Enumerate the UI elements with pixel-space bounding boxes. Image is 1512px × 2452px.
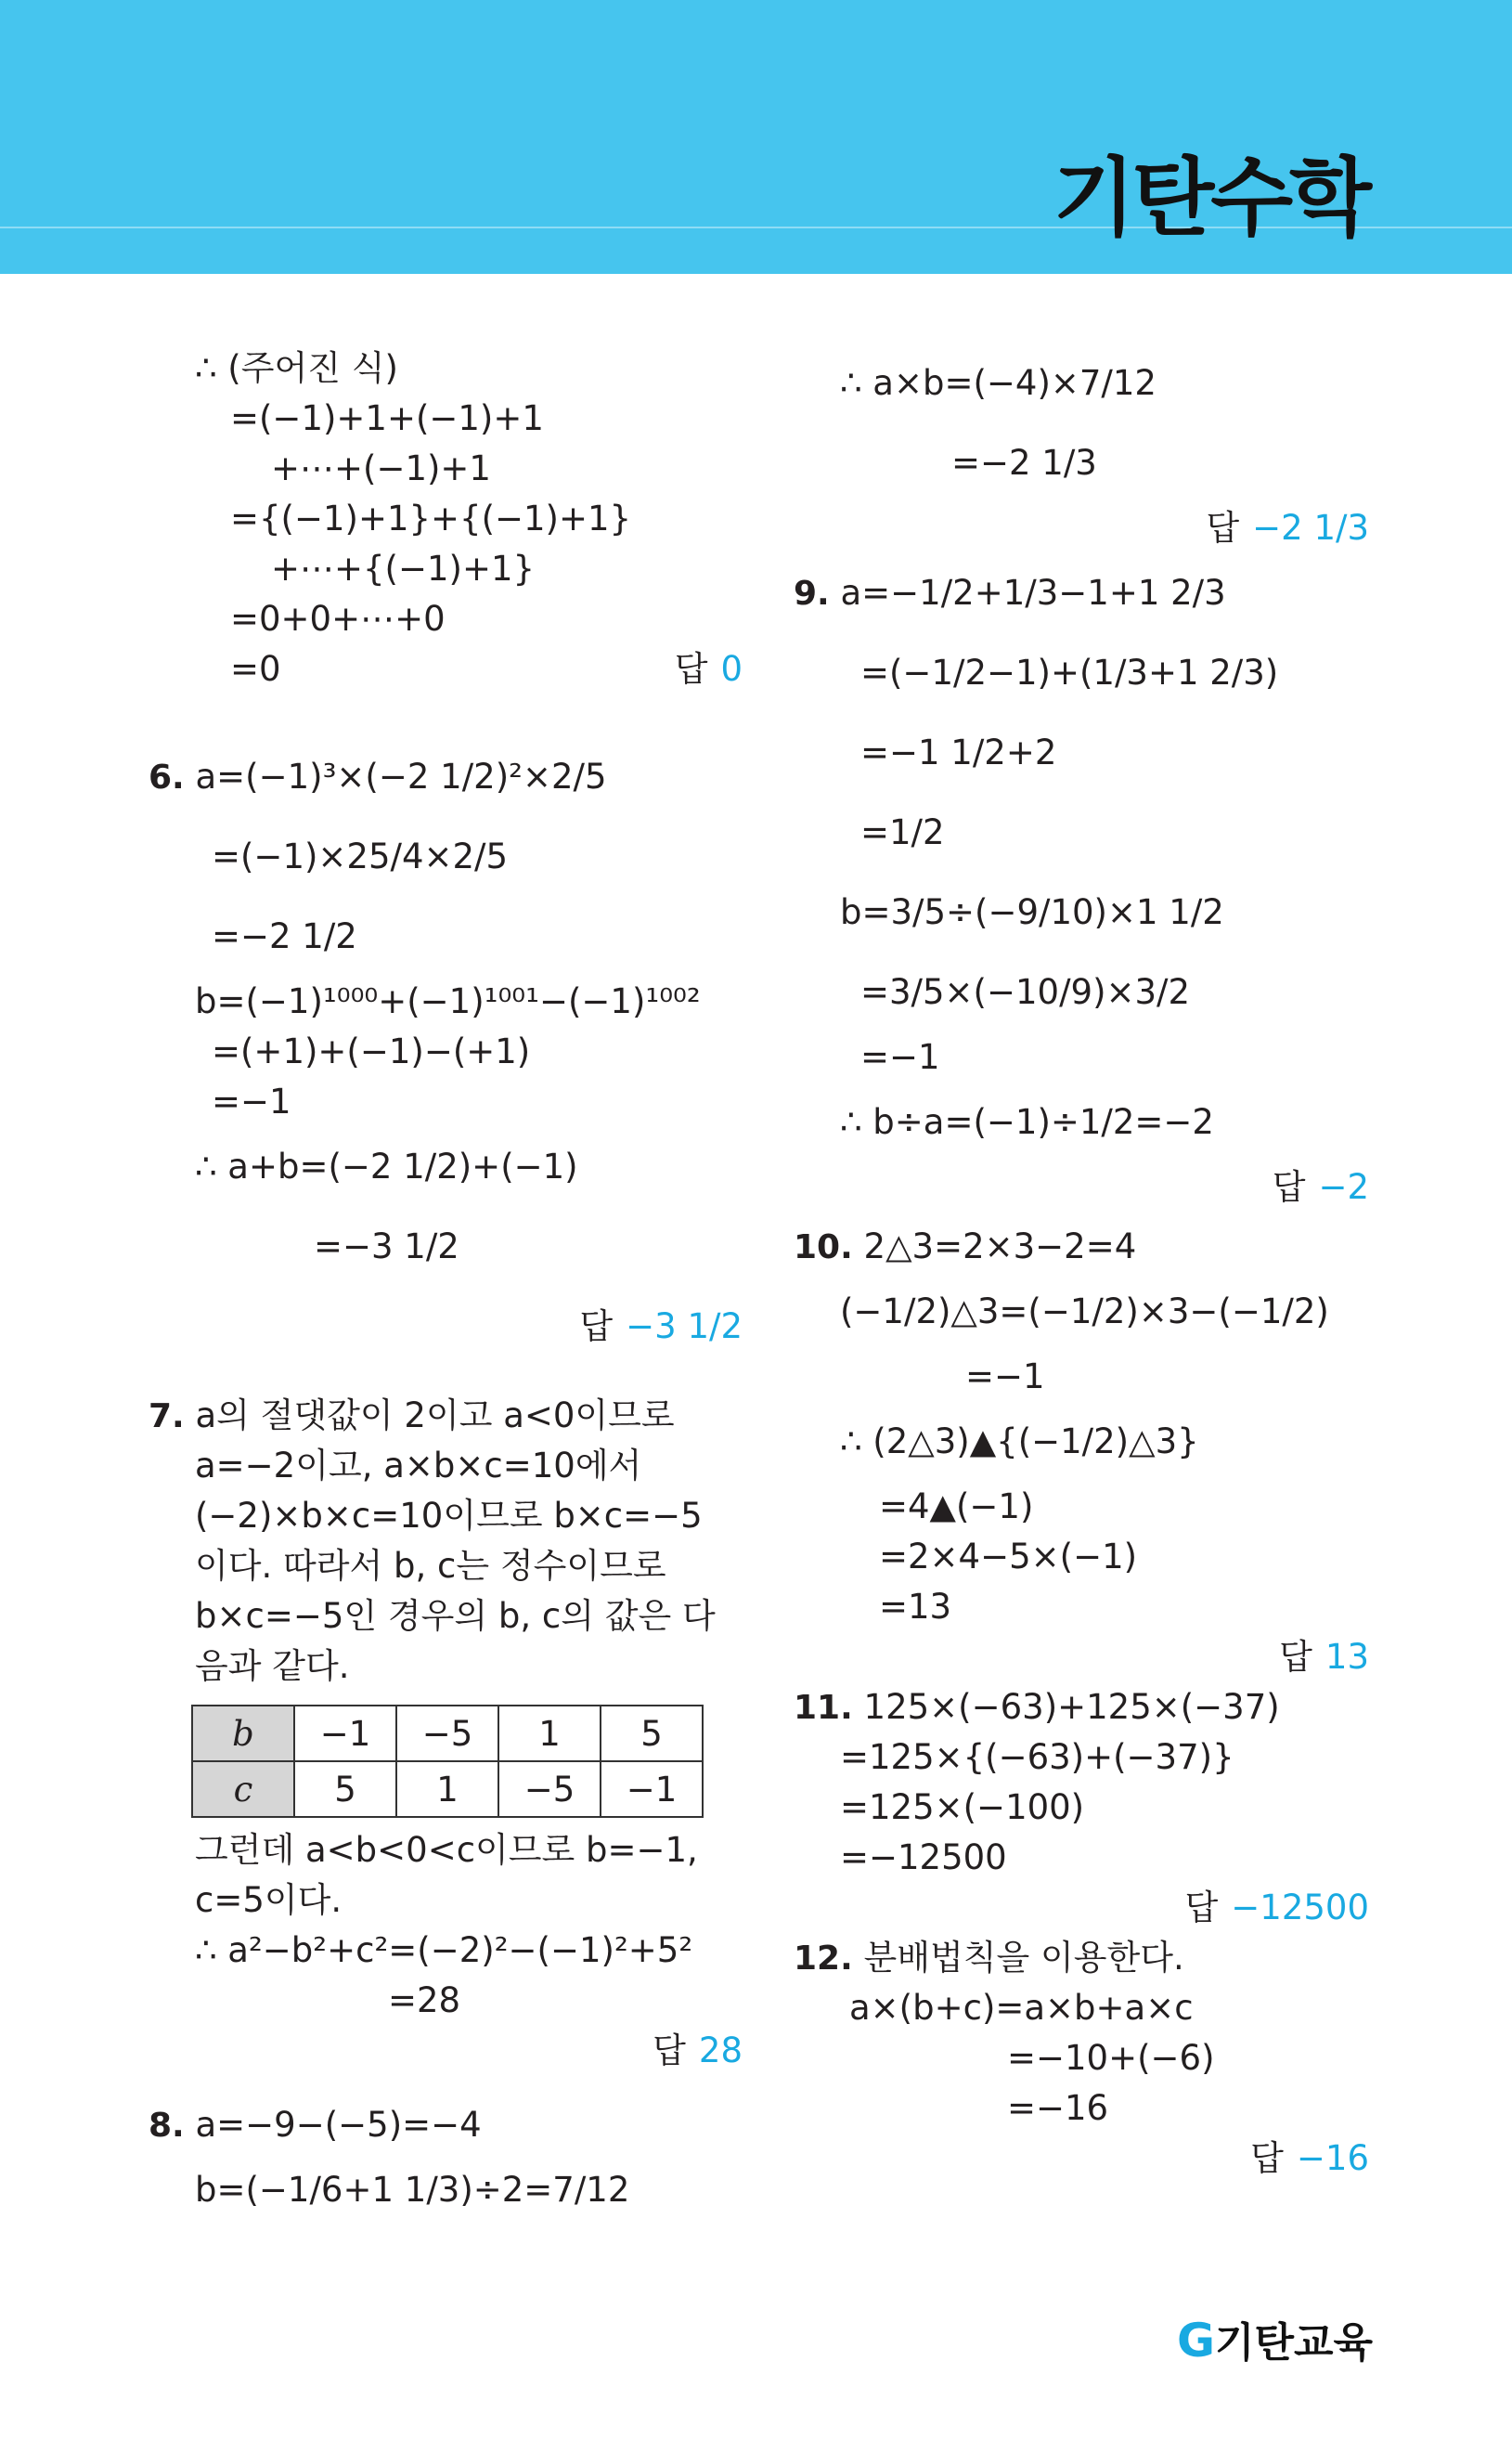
table-cell: 5 bbox=[601, 1706, 703, 1761]
p7-after-3: ∴ a²−b²+c²=(−2)²−(−1)²+5² bbox=[195, 1930, 693, 1970]
answer-value: −3 1/2 bbox=[626, 1306, 743, 1346]
p6-a-eq: a=(−1)³×(−2 1/2)²×2/5 bbox=[195, 757, 607, 797]
answer-value: 0 bbox=[720, 649, 743, 689]
p10-line-4: ∴ (2△3)▲{(−1/2)△3} bbox=[840, 1421, 1199, 1461]
p12-line-2: a×(b+c)=a×b+a×c bbox=[849, 1988, 1194, 2028]
p9-answer-row bbox=[794, 1162, 1369, 1213]
p9-a-eq: a=−1/2+1/3−1+1 2/3 bbox=[840, 573, 1226, 613]
answer-label: 답 bbox=[1272, 1167, 1306, 1207]
p10-number: 10. bbox=[794, 1228, 853, 1266]
answer-value: 28 bbox=[698, 2030, 743, 2070]
p10-line-5: =4▲(−1) bbox=[879, 1486, 1034, 1526]
p8-line-1 bbox=[149, 2100, 743, 2150]
p7-text-5: b×c=−5인 경우의 b, c의 값은 다 bbox=[195, 1596, 716, 1636]
p5-line-2: =(−1)+1+(−1)+1 bbox=[230, 398, 544, 438]
p9-answer bbox=[1273, 1162, 1369, 1213]
p10-answer bbox=[1279, 1632, 1369, 1682]
p5-line-6: =0+0+⋯+0 bbox=[230, 599, 446, 639]
problem-11 bbox=[794, 1682, 1369, 1933]
p6-number: 6. bbox=[149, 759, 185, 797]
table-cell: 1 bbox=[396, 1761, 498, 1817]
p8-line-3: ∴ a×b=(−4)×7/12 bbox=[840, 363, 1157, 403]
p5-line-4: ={(−1)+1}+{(−1)+1} bbox=[230, 499, 632, 538]
p8-line-2: b=(−1/6+1 1/3)÷2=7/12 bbox=[195, 2170, 630, 2210]
p11-line-4: =−12500 bbox=[840, 1837, 1007, 1877]
answer-value: −12500 bbox=[1231, 1888, 1369, 1927]
answer-value: −16 bbox=[1296, 2138, 1369, 2178]
answer-label: 답 bbox=[1279, 1637, 1312, 1677]
p6-line-8: =−3 1/2 bbox=[314, 1226, 459, 1266]
p7-answer-row bbox=[149, 2026, 743, 2076]
table-row bbox=[192, 1706, 703, 1761]
answer-value: −2 1/3 bbox=[1252, 508, 1369, 548]
p5-line-1: ∴ (주어진 식) bbox=[195, 348, 398, 388]
left-column bbox=[149, 344, 743, 2230]
p6-answer-row bbox=[149, 1287, 743, 1367]
answer-label: 답 bbox=[674, 649, 708, 689]
bc-table bbox=[191, 1705, 704, 1818]
p9-line-8: ∴ b÷a=(−1)÷1/2=−2 bbox=[840, 1102, 1214, 1142]
p10-line-2: (−1/2)△3=(−1/2)×3−(−1/2) bbox=[840, 1291, 1329, 1331]
p10-line-6: =2×4−5×(−1) bbox=[879, 1537, 1138, 1576]
p9-line-6: =3/5×(−10/9)×3/2 bbox=[860, 972, 1191, 1012]
p9-line-4: =1/2 bbox=[860, 812, 945, 852]
p10-line-7: =13 bbox=[879, 1587, 952, 1627]
logo-g-icon: G bbox=[1177, 2314, 1216, 2368]
logo-text: 기탄교육 bbox=[1215, 2319, 1374, 2367]
p11-answer bbox=[1185, 1883, 1369, 1933]
table-cell: −1 bbox=[601, 1761, 703, 1817]
p10-line-3: =−1 bbox=[965, 1356, 1045, 1396]
problem-7 bbox=[149, 1391, 743, 2076]
answer-label: 답 bbox=[1250, 2138, 1284, 2178]
problem-6 bbox=[149, 737, 743, 1367]
p12-line-4: =−16 bbox=[1007, 2088, 1109, 2128]
p9-line-2: =(−1/2−1)+(1/3+1 2/3) bbox=[860, 653, 1279, 693]
p5-answer bbox=[675, 644, 743, 694]
p11-number: 11. bbox=[794, 1689, 853, 1727]
answer-label: 답 bbox=[653, 2030, 686, 2070]
p6-line-7: ∴ a+b=(−2 1/2)+(−1) bbox=[195, 1147, 578, 1187]
p12-text: 분배법칙을 이용한다. bbox=[863, 1938, 1184, 1978]
p10-line-1 bbox=[794, 1222, 1369, 1272]
p9-number: 9. bbox=[794, 575, 830, 613]
p12-line-3: =−10+(−6) bbox=[1007, 2038, 1215, 2078]
p5-line-7 bbox=[149, 644, 743, 694]
table-cell: −5 bbox=[396, 1706, 498, 1761]
p7-after-1: 그런데 a<b<0<c이므로 b=−1, bbox=[195, 1830, 698, 1870]
answer-label: 답 bbox=[1206, 508, 1240, 548]
answer-value: −2 bbox=[1318, 1167, 1369, 1207]
problem-10 bbox=[794, 1222, 1369, 1682]
p6-line-3: =−2 1/2 bbox=[212, 916, 357, 956]
table-cell: 1 bbox=[498, 1706, 601, 1761]
p7-text-1: a의 절댓값이 2이고 a<0이므로 bbox=[195, 1395, 675, 1435]
p8-a-eq: a=−9−(−5)=−4 bbox=[195, 2105, 482, 2145]
p7-answer bbox=[653, 2026, 743, 2076]
answer-value: 13 bbox=[1325, 1637, 1369, 1677]
p9-line-5: b=3/5÷(−9/10)×1 1/2 bbox=[840, 892, 1224, 932]
answer-label: 답 bbox=[579, 1306, 614, 1346]
table-head-c: c bbox=[192, 1761, 294, 1817]
p6-line-6: =−1 bbox=[212, 1082, 291, 1122]
answer-label: 답 bbox=[1184, 1888, 1219, 1927]
header-band bbox=[0, 0, 1512, 274]
p7-text-4: 이다. 따라서 b, c는 정수이므로 bbox=[195, 1546, 666, 1586]
p5-line-3: +⋯+(−1)+1 bbox=[271, 448, 491, 488]
p5-line-5: +⋯+{(−1)+1} bbox=[271, 549, 536, 589]
p6-line-5: =(+1)+(−1)−(+1) bbox=[212, 1031, 531, 1071]
p12-answer-row bbox=[794, 2134, 1369, 2184]
p7-text-6: 음과 같다. bbox=[195, 1646, 350, 1686]
p8-answer bbox=[1206, 503, 1369, 553]
p10-def: 2△3=2×3−2=4 bbox=[863, 1226, 1137, 1266]
table-head-b: b bbox=[192, 1706, 294, 1761]
table-cell: 5 bbox=[294, 1761, 396, 1817]
p8-answer-row bbox=[794, 503, 1369, 553]
p6-answer bbox=[579, 1287, 743, 1367]
problem-12 bbox=[794, 1933, 1369, 2184]
p7-text-2: a=−2이고, a×b×c=10에서 bbox=[195, 1446, 642, 1485]
p5-line-7-text: =0 bbox=[230, 649, 281, 689]
p12-line-1 bbox=[794, 1933, 1369, 1983]
p6-line-2: =(−1)×25/4×2/5 bbox=[212, 837, 509, 876]
p8-line-4: =−2 1/3 bbox=[951, 443, 1097, 483]
p8-number: 8. bbox=[149, 2107, 185, 2145]
problem-5 bbox=[149, 344, 743, 694]
publisher-logo bbox=[1177, 2309, 1373, 2368]
table-cell: −1 bbox=[294, 1706, 396, 1761]
problem-8 bbox=[149, 2100, 743, 2230]
problem-8-cont bbox=[794, 344, 1369, 553]
p11-line-3: =125×(−100) bbox=[840, 1787, 1085, 1827]
table-cell: −5 bbox=[498, 1761, 601, 1817]
problem-9 bbox=[794, 553, 1369, 1213]
right-column bbox=[794, 344, 1369, 2184]
p7-number: 7. bbox=[149, 1397, 185, 1435]
p11-line-2: =125×{(−63)+(−37)} bbox=[840, 1737, 1234, 1777]
brand-title: 기탄수학 bbox=[1053, 149, 1368, 248]
p11-expr: 125×(−63)+125×(−37) bbox=[863, 1687, 1280, 1727]
p12-number: 12. bbox=[794, 1940, 853, 1978]
p7-after-4: =28 bbox=[388, 1980, 461, 2020]
p11-line-1 bbox=[794, 1682, 1369, 1732]
p7-text-3: (−2)×b×c=10이므로 b×c=−5 bbox=[195, 1496, 703, 1536]
table-row bbox=[192, 1761, 703, 1817]
p6-line-4: b=(−1)¹⁰⁰⁰+(−1)¹⁰⁰¹−(−1)¹⁰⁰² bbox=[195, 981, 701, 1021]
p12-answer bbox=[1250, 2134, 1369, 2184]
p7-line-1 bbox=[149, 1391, 743, 1441]
p10-answer-row bbox=[794, 1632, 1369, 1682]
p9-line-1 bbox=[794, 553, 1369, 633]
p9-line-3: =−1 1/2+2 bbox=[860, 733, 1057, 772]
p7-after-2: c=5이다. bbox=[195, 1880, 342, 1920]
p6-line-1 bbox=[149, 737, 743, 817]
p11-answer-row bbox=[794, 1883, 1369, 1933]
p9-line-7: =−1 bbox=[860, 1037, 940, 1077]
